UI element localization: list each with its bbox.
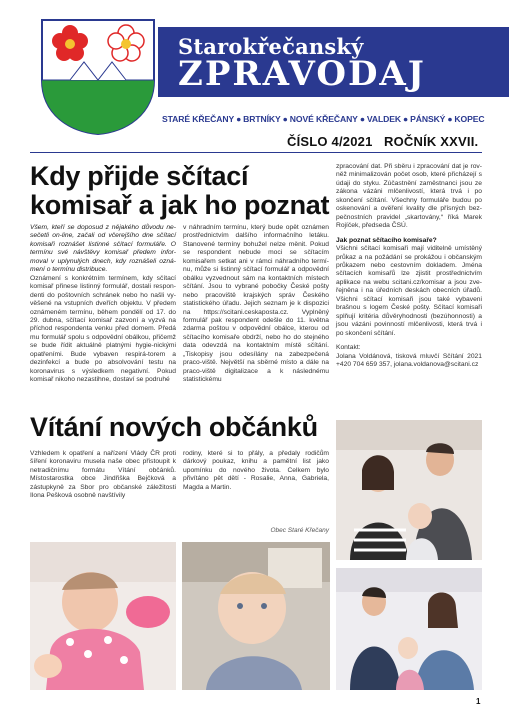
family-photo — [336, 568, 482, 690]
issue-number: ČÍSLO 4/2021 — [287, 134, 373, 149]
article-subhead: Jak poznat sčítacího komisaře? — [336, 236, 437, 244]
bullet-icon: ● — [403, 114, 409, 124]
nameplate-big: ZPRAVODAJ — [178, 54, 426, 94]
bullet-icon: ● — [447, 114, 453, 124]
masthead — [0, 0, 509, 150]
bullet-icon: ● — [359, 114, 365, 124]
contact-details: Jolana Voldánová, tisková mluvčí Sčítání 2021 +420 704 659 357, jolana.voldanova@scitani.cz — [336, 352, 482, 368]
article-signature: Obec Staré Křečany — [270, 527, 329, 534]
bullet-icon: ● — [282, 114, 288, 124]
article-column-2 — [183, 224, 329, 385]
village-name: STARÉ KŘEČANY — [162, 114, 235, 124]
article-column-1 — [30, 224, 176, 385]
article-body: Vzhledem k opatření a nařízení Vlády ČR proti šíření koronaviru musela naše obec přistoupit k netradičnímu formátu Vítání občánků. Místostarostka obce Jindřiška Bejčková a zástupkyně za Sbor pro občanské záležitosti Ilona Pešková osobně navštívily — [30, 450, 176, 500]
village-crest-icon — [40, 18, 156, 136]
nameplate-small: Starokřečanský — [178, 34, 364, 59]
village-name: NOVÉ KŘEČANY — [289, 114, 358, 124]
village-list — [162, 114, 504, 124]
article-lead: Všem, kteří se doposud z nějakého důvodu ne-sečetli on-line, začali od včerejšího dne sčítací komisaři roznášet listinné sčítací formuláře. O termínu své návštěvy komisař předem infor-moval v uplynulých dnech, kdy roznášeli ozná-mení o termínu distribuce. — [30, 224, 176, 274]
article-column-2 — [183, 450, 329, 492]
page-number: 1 — [476, 697, 481, 706]
village-name: BRTNÍKY — [243, 114, 281, 124]
footer-rule — [0, 706, 509, 709]
baby-photo — [30, 542, 176, 690]
article-headline: Vítání nových občánků — [30, 412, 318, 442]
article-body: v náhradním termínu, který bude opět oznámen prostřednictvím dalšího informačního letáku. Stanovené termíny bohužel nelze měnit. Pokud se respondent nebude moci se sčítacím komisařem setkat ani v rámci náhradního termí-nu, může si listinný sčítací formulář a odpovědní obálku vyzvednout sám na kontaktních místech sčítání. Jsou to vybrané pobočky České pošty nebo pracoviště krajských správ Českého statistického úřadu. Jejich seznam je k dispozici na https://scitani.ceskaposta.cz. Vyplněný formulář pak respondent odešle do 11. května zdarma poštou v odpovědní obálce, kterou od sčítacího komisaře obdrží, nebo ho do stejného data odevzdá na kontaktním místě sčítání. „Tiskopisy jsou odesílány na zabezpečená praco-viště. Největší na sběrné místo a dále na praco-viště digitalizace a k následnému statistickému — [183, 224, 329, 384]
article-body: zpracování dat. Při sběru i zpracování dat je rov-něž minimalizován počet osob, které přicházejí s údaji do styku. Zúčastnění zaměstnanci jsou ze zákona vázáni mlčenlivostí, která trvá i po skončení sčítání. Všechny formuláře budou po oskenování a ověření kvality dle přísných bez-pečnostních pravidel „skartovány,“ říká Marek Rojíček, předseda ČSÚ. — [336, 163, 482, 230]
family-photo — [336, 420, 482, 560]
volume-number: ROČNÍK XXVII. — [384, 134, 479, 149]
article-headline: Kdy přijde sčítací komisař a jak ho poznat — [30, 161, 330, 221]
article-column-1 — [30, 450, 176, 501]
header-rule — [30, 152, 482, 153]
baby-photo — [182, 542, 330, 690]
article-body: Všichni sčítací komisaři mají viditelně umístěný průkaz a na požádání se prokážou i občanským průkazem nebo cestovním dokladem. Jména sčítacích komisařů lze zjistit prostřednictvím aplikace na webu scitani.cz/komisar a jsou zve-řejněna i na úředních deskách obecních úřadů. Všichni sčítací komisaři jsou také vybaveni brašnou s logem České pošty. Sčítací komisaři splňují kritéria důvěryhodnosti (bezúhonnosti) a jsou vázáni povinností mlčenlivosti, která trvá i po skončení sčítání. — [336, 245, 482, 337]
contact-label: Kontakt: — [336, 344, 361, 352]
article-body: rodiny, které si to přály, a předaly rodičům dárkový poukaz, knihu a pamětní list jako upomínku do nového života. Celkem bylo přivítáno pět dětí - Rosalie, Anna, Gabriela, Magda a Martin. — [183, 450, 329, 491]
article-column-3 — [336, 163, 482, 369]
village-name: VALDEK — [366, 114, 401, 124]
village-name: PÁNSKÝ — [410, 114, 446, 124]
article-body: Oznámení s konkrétním termínem, kdy sčítací komisař přinese listinný formulář, dostali respon-denti do poštovních schránek nebo ho našli vy-věšené na vstupních dveřích objektu. V předem oznámeném termínu, během pondělí od 17. do 29. dubna, sčítací komisař zazvoní a vyzvá na příchod respondenta venku před domem. Předá mu formulář spolu s odpovědní obálkou, přičemž se bude řídit aktuálně platnými hygie-nickými opatřeními. Bude vybaven respirá-torem a dezinfekcí a bude po absolvování testu na koronavirus s výsledkem negativní. Pokud komisař nikoho nezastihne, dostaví se podruhé — [30, 274, 176, 384]
bullet-icon: ● — [236, 114, 242, 124]
village-name: KOPEC — [454, 114, 485, 124]
